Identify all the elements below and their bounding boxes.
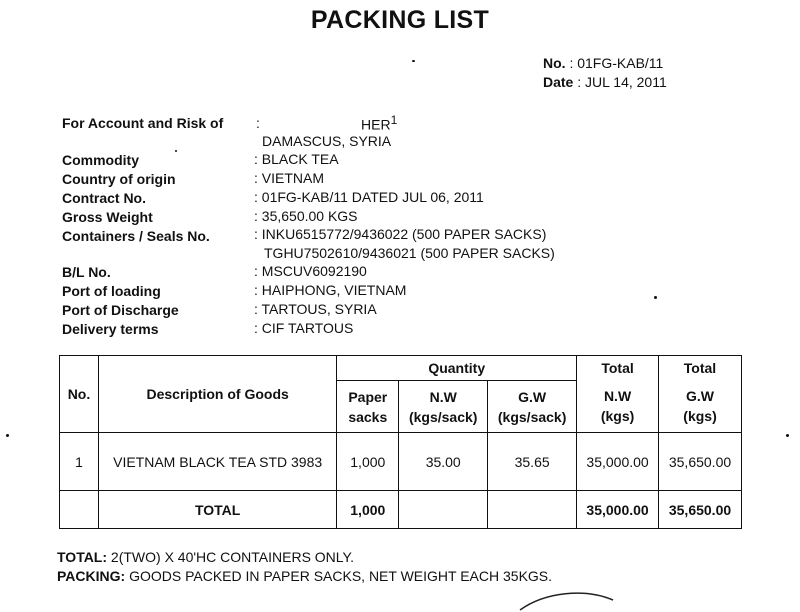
goods-table [59, 355, 742, 529]
footer-packing [57, 568, 552, 584]
scan-speck [175, 150, 177, 152]
loading-port-value: : HAIPHONG, VIETNAM [254, 282, 407, 298]
signature-stroke [515, 582, 615, 612]
contract-label: Contract No. [62, 190, 146, 206]
footer-packing-text: GOODS PACKED IN PAPER SACKS, NET WEIGHT EACH 35KGS. [129, 568, 553, 584]
account-label: For Account and Risk of [62, 115, 224, 131]
header-nw-per-sack [399, 381, 488, 433]
document-title: PACKING LIST [310, 6, 490, 34]
header-description: Description of Goods [98, 356, 336, 433]
row-total-nw: 35,000.00 [577, 433, 659, 491]
header-total-nw-unit [577, 381, 659, 433]
footer-total-label: TOTAL: [57, 549, 108, 565]
table-row [60, 433, 742, 491]
document-date-value: : JUL 14, 2011 [577, 74, 667, 90]
gross-weight-value: : 35,650.00 KGS [254, 208, 358, 224]
reference-number-value: : 01FG-KAB/11 [569, 55, 664, 71]
header-paper-line2: sacks [348, 408, 388, 425]
row-sacks: 1,000 [337, 433, 399, 491]
header-nw-line1: N.W [429, 388, 457, 405]
header-paper-line1: Paper [348, 388, 388, 405]
discharge-port-label: Port of Discharge [62, 302, 179, 318]
account-colon: : [256, 115, 260, 131]
total-sacks: 1,000 [337, 491, 399, 529]
header-tnw-line2: (kgs) [600, 408, 635, 425]
footer-packing-label: PACKING: [57, 568, 126, 584]
header-gw-line1: G.W [518, 388, 547, 405]
header-total-gw: Total [659, 356, 742, 381]
header-quantity: Quantity [337, 356, 577, 381]
containers-label: Containers / Seals No. [62, 228, 210, 244]
origin-value: : VIETNAM [254, 170, 325, 186]
document-date [543, 74, 667, 90]
gross-weight-label: Gross Weight [62, 209, 153, 225]
buyer-name-superscript: 1 [390, 113, 398, 127]
table-header-row [60, 356, 742, 381]
reference-number-label: No. [543, 55, 566, 71]
header-gw-line2: (kgs/sack) [497, 408, 567, 425]
header-no: No. [60, 356, 99, 433]
loading-port-label: Port of loading [62, 283, 161, 299]
header-paper-sacks [337, 381, 399, 433]
total-nw-empty [399, 491, 488, 529]
contract-value: : 01FG-KAB/11 DATED JUL 06, 2011 [254, 189, 484, 205]
reference-number [543, 55, 663, 71]
header-tgw-line1: G.W [686, 388, 714, 405]
discharge-port-value: : TARTOUS, SYRIA [254, 301, 377, 317]
header-tnw-line1: N.W [603, 388, 632, 405]
row-description: VIETNAM BLACK TEA STD 3983 [98, 433, 336, 491]
footer-total-text: 2(TWO) X 40'HC CONTAINERS ONLY. [110, 549, 354, 565]
bl-value: : MSCUV6092190 [254, 263, 367, 279]
header-total-gw-unit [659, 381, 742, 433]
scan-speck [654, 296, 657, 299]
table-total-row [60, 491, 742, 529]
total-nw: 35,000.00 [577, 491, 659, 529]
row-gw: 35.65 [488, 433, 577, 491]
header-gw-per-sack [488, 381, 577, 433]
bl-label: B/L No. [62, 264, 111, 280]
footer-total [57, 549, 354, 565]
row-nw: 35.00 [399, 433, 488, 491]
total-gw-empty [488, 491, 577, 529]
scan-speck [786, 434, 789, 437]
total-gw: 35,650.00 [659, 491, 742, 529]
commodity-label: Commodity [62, 152, 139, 168]
total-no-cell [60, 491, 99, 529]
buyer-name-text: HER [361, 116, 391, 133]
containers-value-1: : INKU6515772/9436022 (500 PAPER SACKS) [254, 226, 547, 242]
commodity-value: : BLACK TEA [254, 151, 339, 167]
header-tgw-line2: (kgs) [683, 408, 717, 425]
scan-speck [412, 60, 415, 62]
row-no: 1 [60, 433, 99, 491]
scan-speck [6, 434, 9, 437]
buyer-name [361, 113, 397, 133]
buyer-city: DAMASCUS, SYRIA [262, 133, 392, 149]
header-nw-line2: (kgs/sack) [408, 408, 478, 425]
row-total-gw: 35,650.00 [659, 433, 742, 491]
total-label: TOTAL [98, 491, 336, 529]
containers-value-2: TGHU7502610/9436021 (500 PAPER SACKS) [264, 245, 555, 261]
header-total-nw: Total [577, 356, 659, 381]
document-date-label: Date [543, 74, 574, 90]
delivery-terms-label: Delivery terms [62, 321, 159, 337]
origin-label: Country of origin [62, 171, 176, 187]
delivery-terms-value: : CIF TARTOUS [254, 320, 354, 336]
